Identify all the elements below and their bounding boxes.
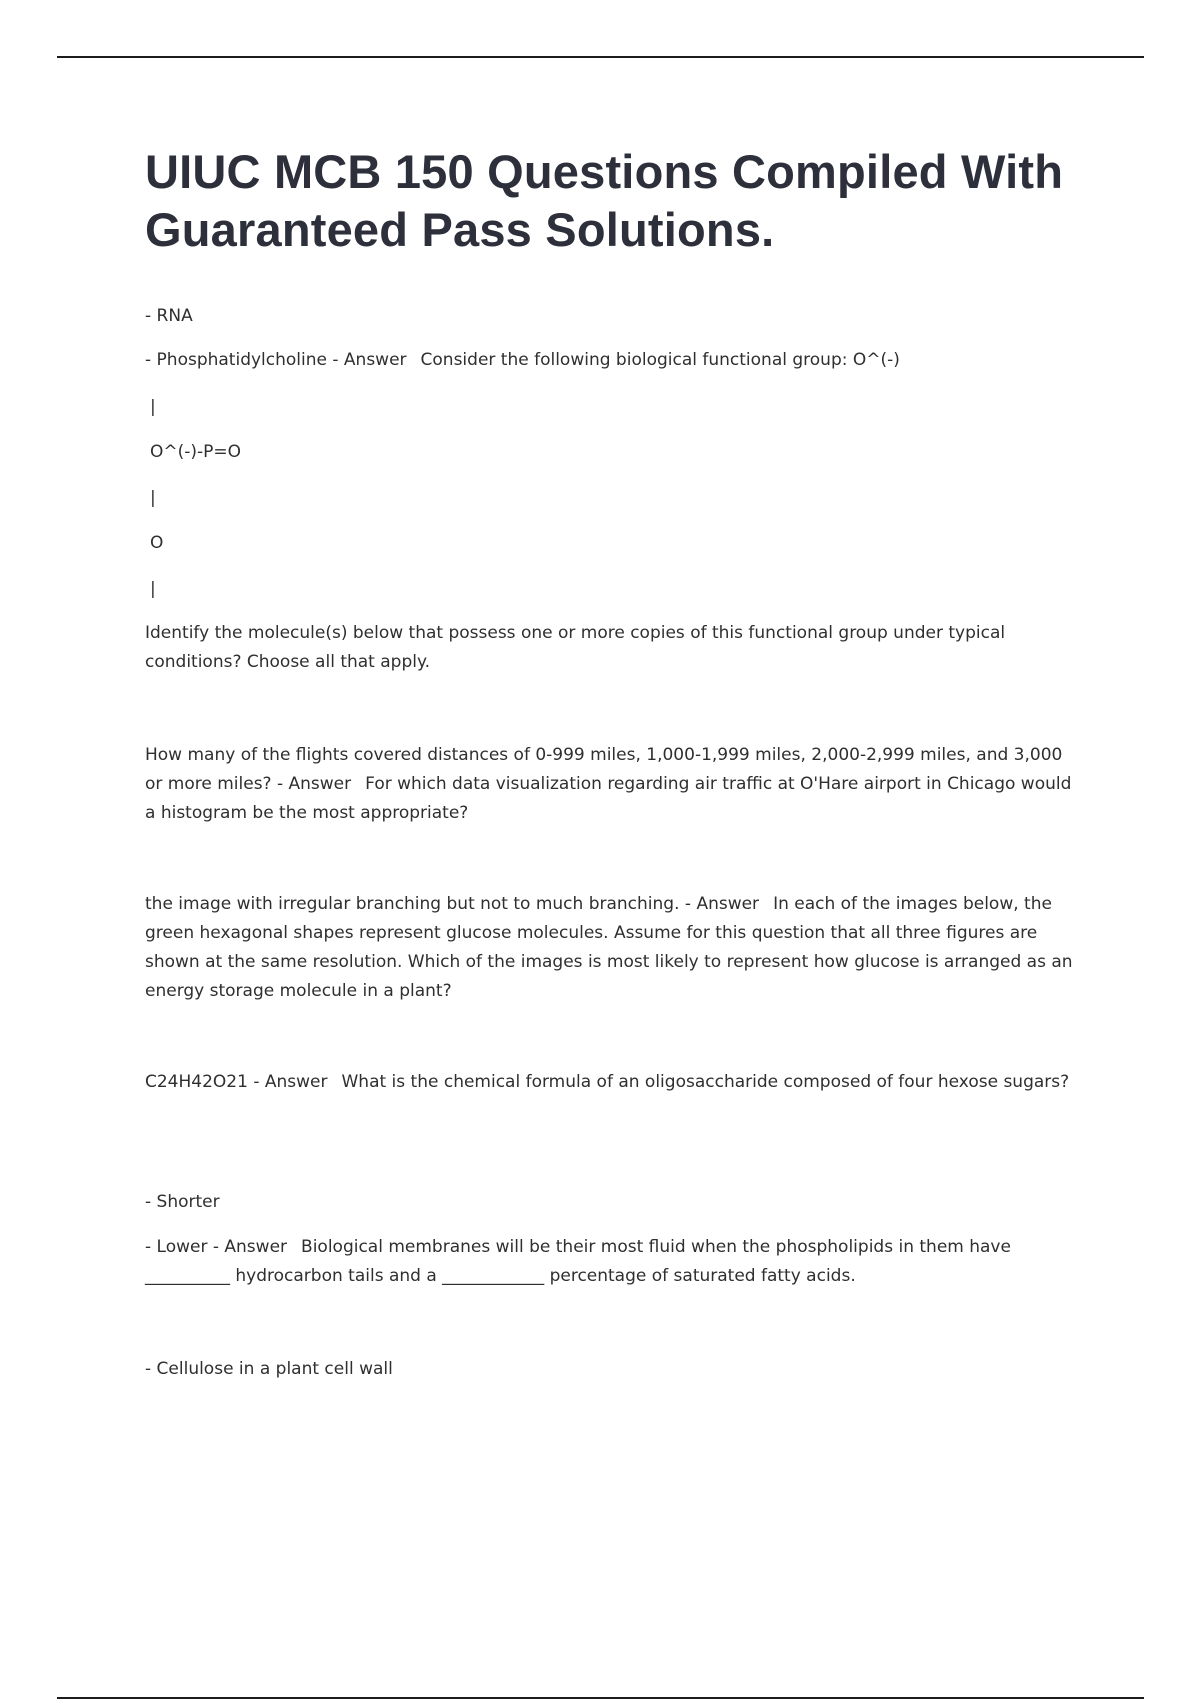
text-line: - Shorter xyxy=(145,1192,220,1212)
question-text: In each of the images below, the green hexagonal shapes represent glucose molecules. Assume for this question that all three figures are shown at the same resolution. Which of the images is most likely to represent how glucose is arranged as an energy storage molecule in a plant? xyxy=(145,894,1073,1001)
qa-entry xyxy=(145,1068,1080,1097)
text-paragraph: Identify the molecule(s) below that possess one or more copies of this functional group under typical conditions? Choose all that apply. xyxy=(145,623,1006,672)
question-text: Biological membranes will be their most fluid when the phospholipids in them have __________ hydrocarbon tails and a ____________ percentage of saturated fatty acids. xyxy=(145,1237,1011,1286)
answer-text: How many of the flights covered distances of 0-999 miles, 1,000-1,999 miles, 2,000-2,999 miles, and 3,000 or more miles? - Answer xyxy=(145,745,1063,794)
question-text: What is the chemical formula of an oligosaccharide composed of four hexose sugars? xyxy=(341,1072,1070,1092)
qa-entry xyxy=(145,346,1080,375)
top-rule xyxy=(57,56,1144,58)
qa-entry xyxy=(145,890,1080,1006)
answer-text: the image with irregular branching but not to much branching. - Answer xyxy=(145,894,760,914)
question-text: Consider the following biological functional group: O^(-) xyxy=(420,350,900,370)
answer-text: - Phosphatidylcholine - Answer xyxy=(145,350,407,370)
text-line: - RNA xyxy=(145,306,193,326)
qa-entry xyxy=(145,1233,1080,1291)
structure-line: | xyxy=(150,488,156,508)
answer-text: - Lower - Answer xyxy=(145,1237,288,1257)
answer-text: C24H42O21 - Answer xyxy=(145,1072,328,1092)
structure-line: | xyxy=(150,579,156,599)
structure-line: O^(-)-P=O xyxy=(150,442,242,462)
qa-entry xyxy=(145,741,1080,828)
structure-line: O xyxy=(150,533,164,553)
question-text: For which data visualization regarding air traffic at O'Hare airport in Chicago would a histogram be the most appropriate? xyxy=(145,774,1072,823)
text-line: - Cellulose in a plant cell wall xyxy=(145,1359,393,1379)
document-title: UIUC MCB 150 Questions Compiled With Guaranteed Pass Solutions. xyxy=(145,145,1064,256)
bottom-rule xyxy=(57,1697,1144,1699)
structure-line: | xyxy=(150,397,156,417)
